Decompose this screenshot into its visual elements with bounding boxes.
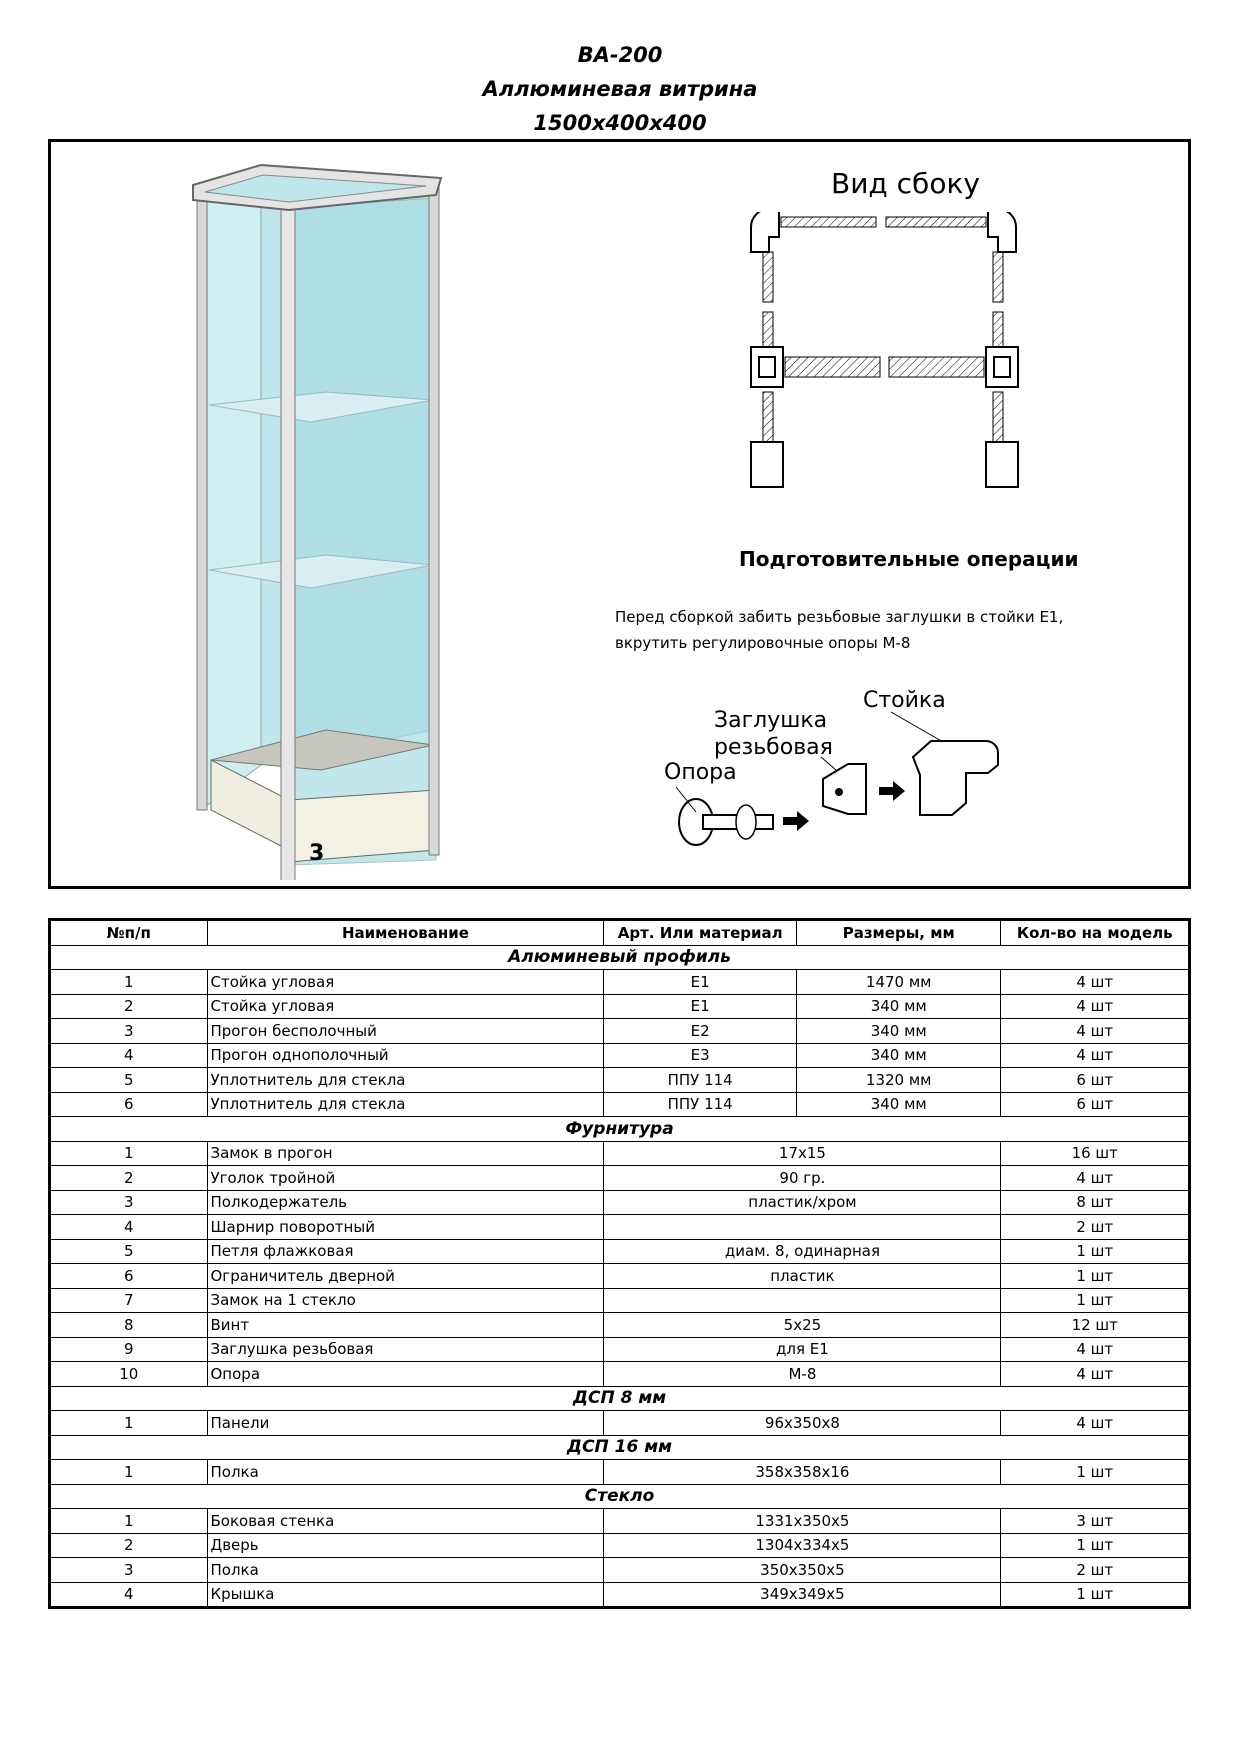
cell-spec: 349х349х5 xyxy=(604,1582,1001,1608)
cell-number: 1 xyxy=(50,1509,208,1534)
prep-operations-title: Подготовительные операции xyxy=(739,547,1079,571)
table-row xyxy=(50,1043,1190,1068)
top-left-corner-profile xyxy=(751,212,779,252)
right-post xyxy=(429,185,439,855)
cell-name: Прогон бесполочный xyxy=(207,1019,604,1044)
col-header-qty: Кол-во на модель xyxy=(1001,920,1190,946)
label-post: Стойка xyxy=(863,688,946,713)
table-row xyxy=(50,1411,1190,1436)
cell-material: ППУ 114 xyxy=(604,1068,797,1093)
table-row xyxy=(50,1533,1190,1558)
label-plug-2: резьбовая xyxy=(714,735,833,760)
cell-qty: 6 шт xyxy=(1001,1092,1190,1117)
post-leader xyxy=(891,712,943,742)
cell-qty: 1 шт xyxy=(1001,1582,1190,1608)
table-row xyxy=(50,1264,1190,1289)
cell-number: 3 xyxy=(50,1019,208,1044)
right-glass-mid xyxy=(993,312,1003,347)
top-right-corner-profile xyxy=(988,212,1016,252)
label-support: Опора xyxy=(664,760,737,785)
left-glass-lower xyxy=(763,392,773,442)
cell-spec: 96х350х8 xyxy=(604,1411,1001,1436)
product-dimensions: 1500х400х400 xyxy=(533,111,707,135)
lock-callout-number: 3 xyxy=(309,841,325,866)
table-row xyxy=(50,1582,1190,1608)
cell-qty: 4 шт xyxy=(1001,994,1190,1019)
cell-material: ППУ 114 xyxy=(604,1092,797,1117)
left-glass-pane xyxy=(201,170,261,810)
table-row xyxy=(50,1362,1190,1387)
assembly-illustration xyxy=(651,667,1101,867)
col-header-material: Арт. Или материал xyxy=(604,920,797,946)
front-post xyxy=(281,205,295,880)
cell-name: Боковая стенка xyxy=(207,1509,604,1534)
table-row xyxy=(50,1141,1190,1166)
cell-qty: 4 шт xyxy=(1001,1337,1190,1362)
table-row xyxy=(50,1313,1190,1338)
cell-qty: 4 шт xyxy=(1001,1043,1190,1068)
cell-spec: диам. 8, одинарная xyxy=(604,1239,1001,1264)
cell-material: Е2 xyxy=(604,1019,797,1044)
top-glass-right xyxy=(886,217,986,227)
cell-qty: 4 шт xyxy=(1001,1411,1190,1436)
cell-qty: 1 шт xyxy=(1001,1533,1190,1558)
cell-size: 340 мм xyxy=(796,1043,1001,1068)
prep-line-1: Перед сборкой забить резьбовые заглушки в стойки Е1, xyxy=(615,608,1064,626)
left-glass-upper xyxy=(763,252,773,302)
prep-line-2: вкрутить регулировочные опоры М-8 xyxy=(615,634,911,652)
cell-number: 4 xyxy=(50,1043,208,1068)
section-title-profile: Алюминевый профиль xyxy=(50,945,1190,970)
table-row xyxy=(50,1068,1190,1093)
cell-name: Шарнир поворотный xyxy=(207,1215,604,1240)
cell-name: Прогон однополочный xyxy=(207,1043,604,1068)
cell-number: 2 xyxy=(50,994,208,1019)
left-bottom-profile xyxy=(751,442,783,487)
cell-number: 10 xyxy=(50,1362,208,1387)
cell-number: 4 xyxy=(50,1215,208,1240)
cell-spec: для Е1 xyxy=(604,1337,1001,1362)
section-row xyxy=(50,945,1190,970)
cell-spec: пластик/хром xyxy=(604,1190,1001,1215)
cell-spec: 5х25 xyxy=(604,1313,1001,1338)
illustration-frame xyxy=(48,139,1191,889)
right-glass-lower xyxy=(993,392,1003,442)
cell-name: Опора xyxy=(207,1362,604,1387)
section-row xyxy=(50,1117,1190,1142)
cell-spec: 17х15 xyxy=(604,1141,1001,1166)
table-row xyxy=(50,1558,1190,1583)
cell-qty: 1 шт xyxy=(1001,1288,1190,1313)
cell-size: 340 мм xyxy=(796,1019,1001,1044)
cell-qty: 6 шт xyxy=(1001,1068,1190,1093)
section-title-dsp8: ДСП 8 мм xyxy=(50,1386,1190,1411)
cell-size: 1320 мм xyxy=(796,1068,1001,1093)
col-header-name: Наименование xyxy=(207,920,604,946)
cell-qty: 2 шт xyxy=(1001,1558,1190,1583)
shelf-right xyxy=(889,357,984,377)
cell-qty: 3 шт xyxy=(1001,1509,1190,1534)
arrow-1 xyxy=(783,811,809,831)
cell-spec: М-8 xyxy=(604,1362,1001,1387)
cell-name: Стойка угловая xyxy=(207,970,604,995)
cell-qty: 1 шт xyxy=(1001,1460,1190,1485)
section-row xyxy=(50,1484,1190,1509)
cell-number: 3 xyxy=(50,1190,208,1215)
table-row xyxy=(50,1509,1190,1534)
side-view-title: Вид сбоку xyxy=(831,167,980,200)
section-row xyxy=(50,1435,1190,1460)
cell-name: Замок на 1 стекло xyxy=(207,1288,604,1313)
cell-name: Ограничитель дверной xyxy=(207,1264,604,1289)
cell-size: 340 мм xyxy=(796,1092,1001,1117)
cell-number: 1 xyxy=(50,1411,208,1436)
post-profile xyxy=(913,741,998,815)
cell-material: Е1 xyxy=(604,970,797,995)
cell-qty: 12 шт xyxy=(1001,1313,1190,1338)
cell-spec: 1331х350х5 xyxy=(604,1509,1001,1534)
cell-qty: 1 шт xyxy=(1001,1264,1190,1289)
cell-name: Стойка угловая xyxy=(207,994,604,1019)
cell-spec xyxy=(604,1215,1001,1240)
cell-name: Полка xyxy=(207,1460,604,1485)
table-row xyxy=(50,1190,1190,1215)
cell-name: Уголок тройной xyxy=(207,1166,604,1191)
cell-number: 6 xyxy=(50,1264,208,1289)
side-view-diagram xyxy=(741,212,1041,512)
cell-qty: 16 шт xyxy=(1001,1141,1190,1166)
cell-spec: пластик xyxy=(604,1264,1001,1289)
table-row xyxy=(50,1215,1190,1240)
cell-number: 1 xyxy=(50,1141,208,1166)
table-header-row xyxy=(50,920,1190,946)
table-row xyxy=(50,1239,1190,1264)
cell-number: 2 xyxy=(50,1533,208,1558)
section-title-dsp16: ДСП 16 мм xyxy=(50,1435,1190,1460)
cell-number: 7 xyxy=(50,1288,208,1313)
cell-spec xyxy=(604,1288,1001,1313)
cell-name: Панели xyxy=(207,1411,604,1436)
cell-name: Замок в прогон xyxy=(207,1141,604,1166)
cell-number: 3 xyxy=(50,1558,208,1583)
section-title-fittings: Фурнитура xyxy=(50,1117,1190,1142)
cell-name: Дверь xyxy=(207,1533,604,1558)
col-header-number: №п/п xyxy=(50,920,208,946)
cell-qty: 4 шт xyxy=(1001,1019,1190,1044)
shelf-left xyxy=(785,357,880,377)
specification-table xyxy=(48,918,1191,1609)
table-row xyxy=(50,1337,1190,1362)
cell-name: Уплотнитель для стекла xyxy=(207,1092,604,1117)
cell-qty: 4 шт xyxy=(1001,1362,1190,1387)
cell-material: Е1 xyxy=(604,994,797,1019)
cell-spec: 358х358х16 xyxy=(604,1460,1001,1485)
right-shelf-profile xyxy=(986,347,1018,387)
cell-number: 1 xyxy=(50,1460,208,1485)
table-row xyxy=(50,1460,1190,1485)
cell-qty: 4 шт xyxy=(1001,970,1190,995)
table-row xyxy=(50,970,1190,995)
cell-name: Крышка xyxy=(207,1582,604,1608)
cell-name: Полкодержатель xyxy=(207,1190,604,1215)
left-glass-mid xyxy=(763,312,773,347)
plug-hole xyxy=(835,788,843,796)
table-row xyxy=(50,1288,1190,1313)
cell-spec: 350х350х5 xyxy=(604,1558,1001,1583)
cell-size: 1470 мм xyxy=(796,970,1001,995)
cell-qty: 8 шт xyxy=(1001,1190,1190,1215)
product-name: Аллюминевая витрина xyxy=(482,77,758,101)
cell-number: 2 xyxy=(50,1166,208,1191)
table-row xyxy=(50,994,1190,1019)
cell-number: 5 xyxy=(50,1068,208,1093)
cell-number: 4 xyxy=(50,1582,208,1608)
right-glass-upper xyxy=(993,252,1003,302)
cell-name: Винт xyxy=(207,1313,604,1338)
top-glass-left xyxy=(781,217,876,227)
cell-qty: 2 шт xyxy=(1001,1215,1190,1240)
table-row xyxy=(50,1166,1190,1191)
cell-material: Е3 xyxy=(604,1043,797,1068)
cell-name: Полка xyxy=(207,1558,604,1583)
cell-number: 5 xyxy=(50,1239,208,1264)
cell-size: 340 мм xyxy=(796,994,1001,1019)
section-row xyxy=(50,1386,1190,1411)
cell-name: Уплотнитель для стекла xyxy=(207,1068,604,1093)
col-header-size: Размеры, мм xyxy=(796,920,1001,946)
threaded-plug xyxy=(823,764,866,814)
left-post xyxy=(197,190,207,810)
right-bottom-profile xyxy=(986,442,1018,487)
showcase-illustration xyxy=(171,160,501,880)
cell-spec: 90 гр. xyxy=(604,1166,1001,1191)
table-row xyxy=(50,1019,1190,1044)
arrow-2 xyxy=(879,781,905,801)
support-nut xyxy=(736,805,756,839)
document-title-block xyxy=(0,38,1240,140)
cell-spec: 1304х334х5 xyxy=(604,1533,1001,1558)
cell-qty: 4 шт xyxy=(1001,1166,1190,1191)
section-title-glass: Стекло xyxy=(50,1484,1190,1509)
cell-number: 1 xyxy=(50,970,208,995)
left-shelf-profile xyxy=(751,347,783,387)
cell-number: 8 xyxy=(50,1313,208,1338)
prep-operations-text xyxy=(615,604,1063,656)
cell-qty: 1 шт xyxy=(1001,1239,1190,1264)
cell-number: 6 xyxy=(50,1092,208,1117)
cell-name: Заглушка резьбовая xyxy=(207,1337,604,1362)
label-plug-1: Заглушка xyxy=(714,708,828,733)
cell-name: Петля флажковая xyxy=(207,1239,604,1264)
model-code: ВА-200 xyxy=(577,43,663,67)
cell-number: 9 xyxy=(50,1337,208,1362)
table-row xyxy=(50,1092,1190,1117)
